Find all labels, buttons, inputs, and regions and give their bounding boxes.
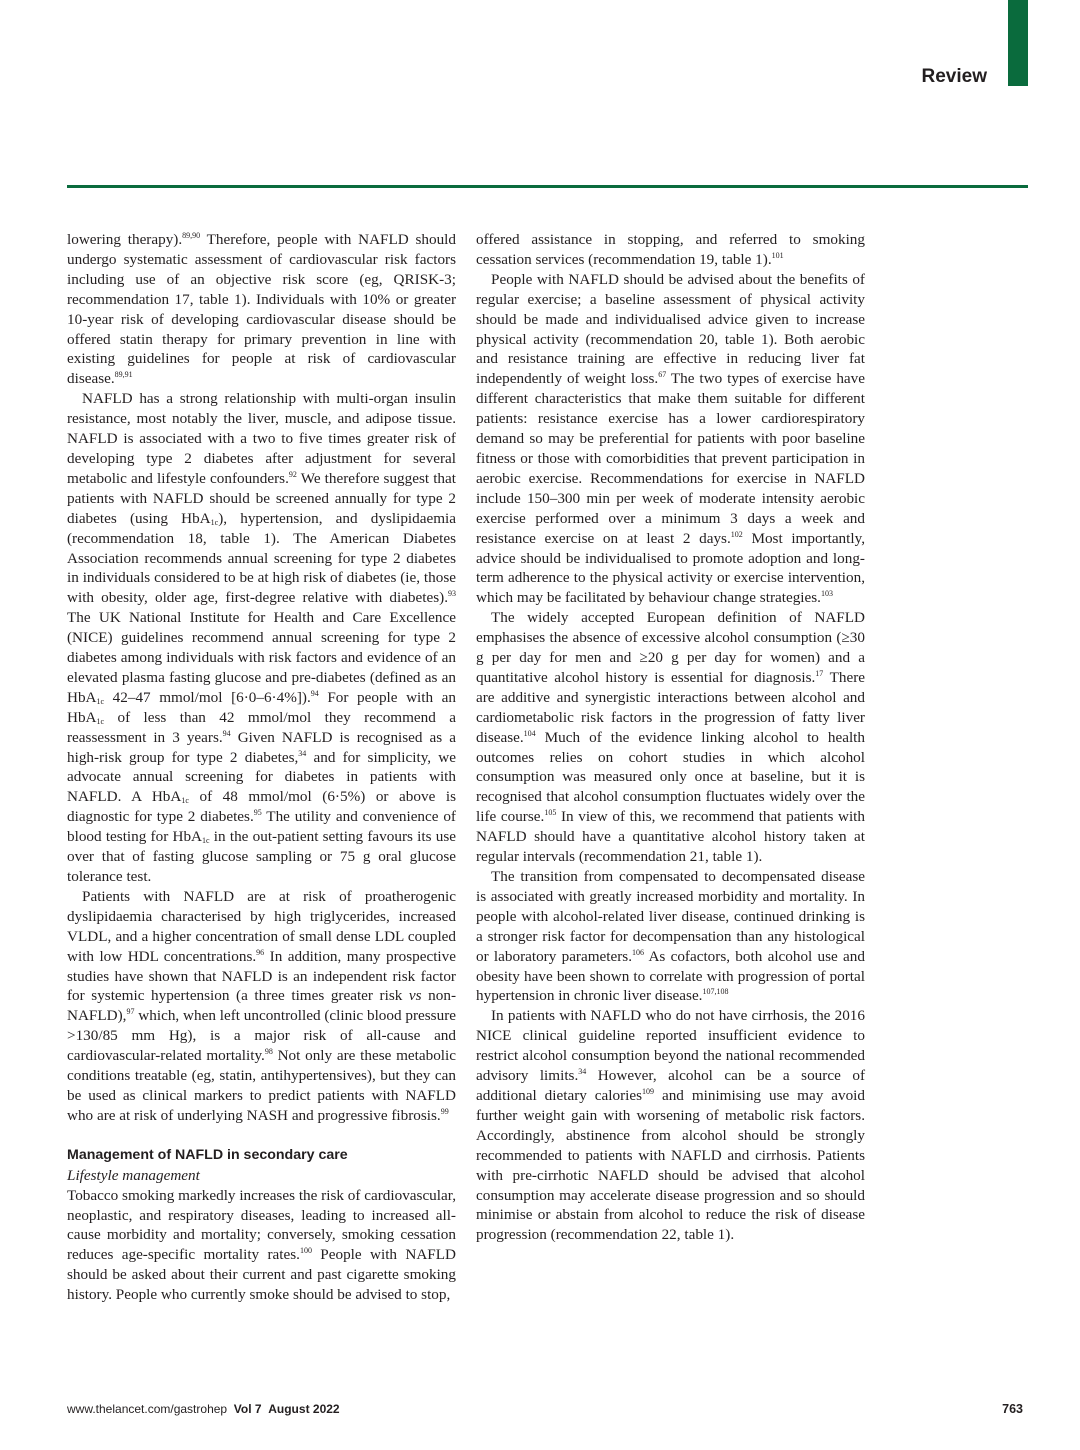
paragraph: People with NAFLD should be advised about the benefits of regular exercise; a baseline assessment of physical activity should be made and individualised advice given to increase physical activity (recommendation 20, table 1). Both aerobic and resistance training are effective in reducing liver fat independently of weight loss.$^{67}$ The two types of exercise have different characteristics that make them suitable for different patients: resistance exercise has a lower cardiorespiratory demand so may be preferential for patients with poor baseline fitness or those with comorbidities that prevent participation in aerobic exercise. Recommendations for exercise in NAFLD include 150–300 min per week of moderate intensity aerobic exercise performed over a minimum 3 days a week and resistance exercise on at least 2 days.$^{102}$ Most importantly, advice should be individualised to promote adoption and long-term adherence to the physical activity or exercise intervention, which may be facilitated by behaviour change strategies.$^{103}$ bbox=[476, 270, 865, 607]
citation[interactable]: 105 bbox=[544, 808, 557, 818]
subscript: 1c bbox=[181, 796, 189, 806]
journal-url[interactable]: www.thelancet.com/gastrohep bbox=[67, 1402, 228, 1416]
subscript: 1c bbox=[210, 517, 219, 527]
left-column bbox=[67, 230, 456, 1305]
paragraph: Patients with NAFLD are at risk of proatherogenic dyslipidaemia characterised by high triglycerides, increased VLDL, and a higher concentration of small dense LDL coupled with low HDL concentrations.$^{96}$ In addition, many prospective studies have shown that NAFLD is an independent risk factor for systemic hypertension (a three times greater risk vs non-NAFLD),$^{97}$ which, when left uncontrolled (clinic blood pressure >130/85 mm Hg), is a major risk of all-cause and cardiovascular-related mortality.$^{98}$ Not only are these metabolic conditions treatable (eg, statin, antihypertensives), but they can be used as clinical markers to predict patients with NAFLD who are at risk of underlying NASH and progressive fibrosis.$^{99}$ bbox=[67, 887, 456, 1124]
citation[interactable]: 109 bbox=[642, 1086, 655, 1096]
section-color-bar bbox=[1008, 0, 1028, 86]
citation[interactable]: 67 bbox=[658, 370, 667, 380]
paragraph: In patients with NAFLD who do not have cirrhosis, the 2016 NICE clinical guideline reported insufficient evidence to restrict alcohol consumption beyond the national recommended advisory limits.$^{34}$ However, alcohol can be a source of additional dietary calories$^{109}$ and minimising use may avoid further weight gain with worsening of metabolic risk factors. Accordingly, abstinence from alcohol should be strongly recommended to patients with NAFLD and cirrhosis. Patients with pre-cirrhotic NAFLD should be advised that alcohol consumption may accelerate disease progression and so should minimise or abstain from alcohol to reduce the risk of disease progression (recommendation 22, table 1). bbox=[476, 1007, 866, 1244]
volume-label: Vol 7 bbox=[233, 1402, 262, 1416]
paragraph: The transition from compensated to decompensated disease is associated with greatly increased morbidity and mortality. In people with alcohol-related liver disease, continued drinking is a stronger risk factor for decompensation than any histological or laboratory parameters.$^{106}$ As cofactors, both alcohol use and obesity have been shown to correlate with progression of portal hypertension in chronic liver disease.$^{107,108}$ bbox=[476, 868, 865, 1005]
citation[interactable]: 107,108 bbox=[702, 987, 729, 997]
subscript: 1c bbox=[96, 716, 105, 726]
citation[interactable]: 101 bbox=[771, 250, 784, 260]
section-heading: Management of NAFLD in secondary care bbox=[67, 1146, 348, 1163]
citation[interactable]: 103 bbox=[820, 589, 833, 599]
citation[interactable]: 98 bbox=[264, 1047, 273, 1057]
citation[interactable]: 94 bbox=[310, 688, 319, 698]
footer-journal-info bbox=[67, 1402, 340, 1416]
citation[interactable]: 94 bbox=[222, 728, 231, 738]
paragraph: lowering therapy).$^{89,90}$ Therefore, people with NAFLD should undergo systematic assessment of cardiovascular risk factors including use of an objective risk score (eg, QRISK-3; recommendation 17, table 1). Individuals with 10% or greater 10-year risk of developing cardiovascular disease should be offered statin therapy for primary prevention in line with existing guidelines for people at risk of cardiovascular disease.$^{89,91}$ bbox=[67, 231, 456, 388]
citation[interactable]: 106 bbox=[632, 947, 645, 957]
issue-date: August 2022 bbox=[268, 1402, 340, 1416]
paragraph: The widely accepted European definition of NAFLD emphasises the absence of excessive alcohol consumption (≥30 g per day for men and ≥20 g per day for women) and a quantitative alcohol history is essential for diagnosis.$^{17}$ There are additive and synergistic interactions between alcohol and cardiometabolic risk factors in the progression of fatty liver disease.$^{104}$ Much of the evidence linking alcohol to health outcomes relies on cohort studies in which alcohol consumption was measured only once at baseline, but it is recognised that alcohol consumption fluctuates widely over the life course.$^{105}$ In view of this, we recommend that patients with NAFLD should have a quantitative alcohol history taken at regular intervals (recommendation 21, table 1). bbox=[476, 609, 865, 866]
citation[interactable]: 100 bbox=[299, 1246, 312, 1256]
right-column bbox=[476, 230, 865, 1245]
citation[interactable]: 99 bbox=[440, 1106, 449, 1116]
subscript: 1c bbox=[202, 836, 210, 846]
subsection-heading: Lifestyle management bbox=[67, 1166, 200, 1184]
page-number: 763 bbox=[1002, 1402, 1023, 1416]
citation[interactable]: 95 bbox=[253, 808, 262, 818]
citation[interactable]: 102 bbox=[730, 529, 743, 539]
citation[interactable]: 92 bbox=[288, 469, 297, 479]
header-rule bbox=[67, 185, 1028, 188]
citation[interactable]: 96 bbox=[256, 947, 265, 957]
paragraph: offered assistance in stopping, and referred to smoking cessation services (recommendation 19, table 1).$^{101}$ bbox=[476, 231, 865, 268]
citation[interactable]: 34 bbox=[578, 1067, 587, 1077]
subscript: 1c bbox=[96, 696, 105, 706]
citation[interactable]: 97 bbox=[126, 1007, 135, 1017]
citation[interactable]: 89,90 bbox=[182, 231, 201, 240]
paragraph: NAFLD has a strong relationship with multi-organ insulin resistance, most notably the liver, muscle, and adipose tissue. NAFLD is associated with a two to five times greater risk of developing type 2 diabetes after adjustment for several metabolic and lifestyle confounders.$^{92}$ We therefore suggest that patients with NAFLD should be screened annually for type 2 diabetes (using HbA$_{1c}$), hypertension, and dyslipidaemia (recommendation 18, table 1). The American Diabetes Association recommends annual screening for type 2 diabetes in individuals considered to be at high risk of diabetes (ie, those with obesity, older age, first-degree relative with diabetes).$^{93}$ The UK National Institute for Health and Care Excellence (NICE) guidelines recommend annual screening for type 2 diabetes among individuals with risk factors and evidence of an elevated plasma fasting glucose and pre-diabetes (defined as an HbA$_{1c}$ 42–47 mmol/mol [6·0–6·4%]).$^{94}$ For people with an HbA$_{1c}$ of less than 42 mmol/mol they recommend a reassessment in 3 years.$^{94}$ Given NAFLD is recognised as a high-risk group for type 2 diabetes,$^{34}$ and for simplicity, we advocate annual screening for diabetes in patients with NAFLD. A HbA$_{1c}$ of 48 mmol/mol (6·5%) or above is diagnostic for type 2 diabetes.$^{95}$ The utility and convenience of blood testing for HbA$_{1c}$ in the out-patient setting favours its use over that of fasting glucose sampling or 75 g oral glucose tolerance test. bbox=[67, 390, 457, 885]
citation[interactable]: 17 bbox=[815, 668, 824, 678]
citation[interactable]: 93 bbox=[448, 589, 456, 599]
section-label: Review bbox=[921, 66, 987, 87]
paragraph: Tobacco smoking markedly increases the risk of cardiovascular, neoplastic, and respiratory diseases, leading to increased all-cause morbidity and mortality; conversely, smoking cessation reduces age-specific mortality rates.$^{100}$ People with NAFLD should be asked about their current and past cigarette smoking history. People who currently smoke should be advised to stop, bbox=[67, 1186, 456, 1304]
citation[interactable]: 89,91 bbox=[114, 370, 133, 380]
citation[interactable]: 34 bbox=[298, 748, 307, 758]
citation[interactable]: 104 bbox=[523, 728, 536, 738]
